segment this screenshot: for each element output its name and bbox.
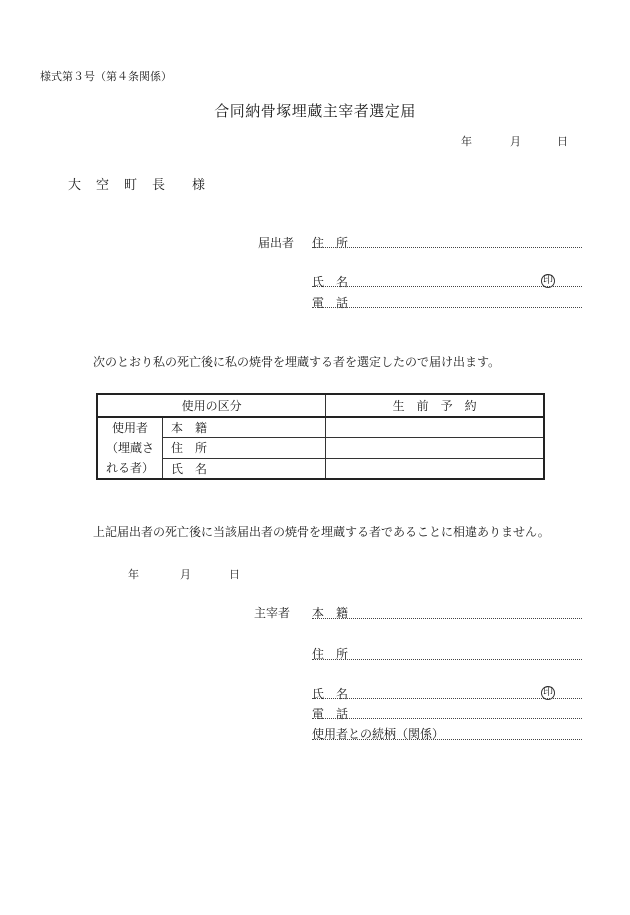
host-relation-label: 使用者との続柄（関係） [312,727,445,741]
table-cell-name[interactable] [326,458,544,479]
mid-date-day: 日 [229,568,240,581]
host-phone-field[interactable] [312,718,582,719]
table-row-label: 本 籍 [163,417,326,438]
applicant-name-field[interactable] [312,286,582,287]
table-group-label [97,417,163,479]
group-label-line: れる者） [105,461,154,475]
table-header-category: 使用の区分 [97,394,326,417]
registration-table [96,393,545,480]
seal-mark: 印 [543,275,553,286]
form-title: 合同納骨塚埋蔵主宰者選定届 [214,102,416,120]
top-date-year: 年 [461,135,472,148]
mid-date-month: 月 [180,568,191,581]
statement-2: 上記届出者の死亡後に当該届出者の焼骨を埋蔵する者であることに相違ありません。 [93,525,550,539]
host-domicile-field[interactable] [312,618,582,619]
applicant-phone-label: 電 話 [312,296,349,310]
applicant-address-label: 住 所 [312,236,349,250]
group-label-line: 使用者 [111,421,148,435]
host-name-label: 氏 名 [312,687,349,701]
statement-1: 次のとおり私の死亡後に私の焼骨を埋蔵する者を選定したので届け出ます。 [93,355,501,369]
table-cell-address[interactable] [326,438,544,458]
host-role: 主宰者 [254,606,291,620]
addressee-char: 空 [96,178,110,193]
host-name-field[interactable] [312,698,582,699]
applicant-address-field[interactable] [312,247,582,248]
addressee-char: 町 [124,178,138,193]
top-date-day: 日 [557,135,568,148]
table-row-label: 氏 名 [163,458,326,479]
host-phone-label: 電 話 [312,707,349,721]
applicant-role: 届出者 [258,236,295,250]
host-address-field[interactable] [312,659,582,660]
table-row-label: 住 所 [163,438,326,458]
form-number: 様式第３号（第４条関係） [40,70,172,83]
host-relation-field[interactable] [312,739,582,740]
addressee-char: 大 [68,178,82,193]
addressee [68,174,205,193]
seal-mark: 印 [543,687,553,698]
addressee-char: 様 [192,178,206,193]
addressee-char: 長 [152,178,166,193]
top-date-month: 月 [510,135,521,148]
applicant-phone-field[interactable] [312,307,582,308]
table-header-type: 生 前 予 約 [326,394,544,417]
host-address-label: 住 所 [312,647,349,661]
applicant-name-label: 氏 名 [312,275,349,289]
mid-date-year: 年 [128,568,139,581]
group-label-line: （埋蔵さ [105,441,154,455]
host-domicile-label: 本 籍 [312,606,349,620]
table-cell-domicile[interactable] [326,417,544,438]
